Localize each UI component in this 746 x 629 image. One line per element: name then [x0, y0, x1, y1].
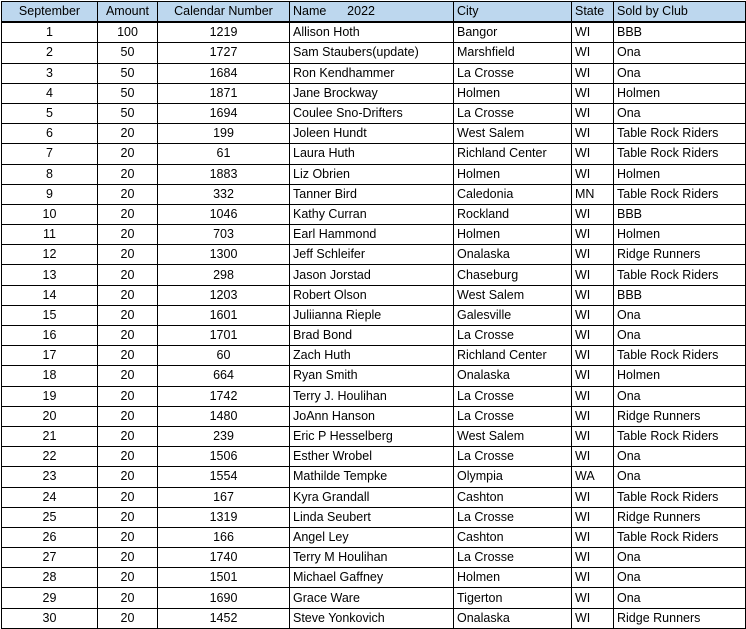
september-cell: 15 [2, 305, 98, 325]
name-cell: Joleen Hundt [290, 124, 454, 144]
calendar-number-cell: 703 [158, 225, 290, 245]
state-cell: WI [572, 568, 614, 588]
state-cell: WI [572, 245, 614, 265]
state-cell: WI [572, 103, 614, 123]
state-cell: WI [572, 608, 614, 628]
state-cell: WI [572, 366, 614, 386]
september-cell: 10 [2, 204, 98, 224]
table-row [2, 366, 746, 386]
amount-cell: 50 [98, 83, 158, 103]
amount-cell: 20 [98, 447, 158, 467]
name-cell: Angel Ley [290, 527, 454, 547]
september-cell: 7 [2, 144, 98, 164]
club-cell: BBB [614, 204, 746, 224]
september-cell: 2 [2, 43, 98, 63]
table-row [2, 447, 746, 467]
table-row [2, 144, 746, 164]
name-cell: Allison Hoth [290, 22, 454, 43]
calendar-number-cell: 1740 [158, 548, 290, 568]
september-cell: 27 [2, 548, 98, 568]
name-cell: Liz Obrien [290, 164, 454, 184]
name-cell: Kathy Curran [290, 204, 454, 224]
table-row [2, 265, 746, 285]
name-cell: Jane Brockway [290, 83, 454, 103]
city-cell: La Crosse [454, 326, 572, 346]
calendar-number-cell: 1554 [158, 467, 290, 487]
state-cell: WI [572, 507, 614, 527]
table-row [2, 406, 746, 426]
state-cell: WI [572, 386, 614, 406]
city-cell: Onalaska [454, 245, 572, 265]
name-cell: Mathilde Tempke [290, 467, 454, 487]
table-row [2, 225, 746, 245]
calendar-number-cell: 1046 [158, 204, 290, 224]
club-cell: Holmen [614, 366, 746, 386]
city-cell: Chaseburg [454, 265, 572, 285]
amount-cell: 20 [98, 326, 158, 346]
amount-cell: 20 [98, 184, 158, 204]
calendar-number-cell: 1701 [158, 326, 290, 346]
city-cell: West Salem [454, 426, 572, 446]
name-cell: Linda Seubert [290, 507, 454, 527]
amount-cell: 20 [98, 588, 158, 608]
amount-cell: 20 [98, 285, 158, 305]
table-row [2, 487, 746, 507]
september-cell: 9 [2, 184, 98, 204]
state-cell: WI [572, 406, 614, 426]
table-row [2, 467, 746, 487]
amount-cell: 20 [98, 305, 158, 325]
city-cell: La Crosse [454, 103, 572, 123]
state-cell: WI [572, 426, 614, 446]
header-row [2, 2, 746, 23]
september-cell: 1 [2, 22, 98, 43]
calendar-number-cell: 1506 [158, 447, 290, 467]
club-cell: Ridge Runners [614, 406, 746, 426]
september-cell: 17 [2, 346, 98, 366]
name-cell: Ron Kendhammer [290, 63, 454, 83]
name-cell: Jeff Schleifer [290, 245, 454, 265]
september-cell: 5 [2, 103, 98, 123]
city-cell: Onalaska [454, 366, 572, 386]
club-cell: Table Rock Riders [614, 426, 746, 446]
amount-cell: 20 [98, 204, 158, 224]
name-cell: Kyra Grandall [290, 487, 454, 507]
amount-cell: 20 [98, 426, 158, 446]
calendar-number-cell: 1601 [158, 305, 290, 325]
name-cell: Zach Huth [290, 346, 454, 366]
name-cell: Brad Bond [290, 326, 454, 346]
table-row [2, 103, 746, 123]
calendar-number-cell: 1480 [158, 406, 290, 426]
september-cell: 6 [2, 124, 98, 144]
calendar-number-cell: 199 [158, 124, 290, 144]
amount-cell: 20 [98, 346, 158, 366]
september-cell: 14 [2, 285, 98, 305]
september-cell: 19 [2, 386, 98, 406]
calendar-number-cell: 239 [158, 426, 290, 446]
september-cell: 13 [2, 265, 98, 285]
calendar-number-cell: 1319 [158, 507, 290, 527]
amount-cell: 20 [98, 144, 158, 164]
city-cell: Galesville [454, 305, 572, 325]
club-cell: Table Rock Riders [614, 144, 746, 164]
city-cell: Onalaska [454, 608, 572, 628]
september-cell: 11 [2, 225, 98, 245]
city-cell: La Crosse [454, 386, 572, 406]
amount-cell: 20 [98, 366, 158, 386]
city-cell: La Crosse [454, 406, 572, 426]
club-cell: Ona [614, 43, 746, 63]
club-cell: Ona [614, 326, 746, 346]
amount-cell: 50 [98, 43, 158, 63]
table-row [2, 204, 746, 224]
city-cell: West Salem [454, 285, 572, 305]
table-row [2, 346, 746, 366]
table-row [2, 22, 746, 43]
table-row [2, 305, 746, 325]
name-cell: Ryan Smith [290, 366, 454, 386]
september-cell: 23 [2, 467, 98, 487]
city-cell: Cashton [454, 487, 572, 507]
state-cell: WI [572, 265, 614, 285]
state-cell: WI [572, 588, 614, 608]
header-sold-by-club: Sold by Club [614, 2, 746, 23]
table-body [2, 22, 746, 628]
club-cell: Table Rock Riders [614, 346, 746, 366]
state-cell: WI [572, 346, 614, 366]
amount-cell: 20 [98, 265, 158, 285]
city-cell: Holmen [454, 164, 572, 184]
calendar-number-cell: 1684 [158, 63, 290, 83]
calendar-number-cell: 1300 [158, 245, 290, 265]
table-row [2, 184, 746, 204]
state-cell: WI [572, 326, 614, 346]
september-cell: 24 [2, 487, 98, 507]
header-state: State [572, 2, 614, 23]
table-row [2, 83, 746, 103]
amount-cell: 20 [98, 507, 158, 527]
club-cell: Holmen [614, 225, 746, 245]
club-cell: Holmen [614, 164, 746, 184]
name-cell: Sam Staubers(update) [290, 43, 454, 63]
state-cell: WI [572, 83, 614, 103]
september-cell: 12 [2, 245, 98, 265]
calendar-number-cell: 1727 [158, 43, 290, 63]
header-name: Name 2022 [290, 2, 454, 23]
city-cell: Holmen [454, 568, 572, 588]
calendar-number-cell: 1883 [158, 164, 290, 184]
amount-cell: 20 [98, 608, 158, 628]
table-row [2, 548, 746, 568]
state-cell: WI [572, 447, 614, 467]
club-cell: BBB [614, 285, 746, 305]
september-cell: 4 [2, 83, 98, 103]
amount-cell: 50 [98, 63, 158, 83]
state-cell: WI [572, 225, 614, 245]
name-cell: Jason Jorstad [290, 265, 454, 285]
state-cell: WI [572, 63, 614, 83]
september-cell: 28 [2, 568, 98, 588]
club-cell: Ona [614, 568, 746, 588]
state-cell: WI [572, 124, 614, 144]
calendar-winners-table [1, 1, 746, 629]
table-row [2, 426, 746, 446]
table-row [2, 527, 746, 547]
table-row [2, 245, 746, 265]
amount-cell: 20 [98, 164, 158, 184]
calendar-number-cell: 298 [158, 265, 290, 285]
header-city: City [454, 2, 572, 23]
table-row [2, 124, 746, 144]
club-cell: Ridge Runners [614, 507, 746, 527]
header-amount: Amount [98, 2, 158, 23]
city-cell: Richland Center [454, 144, 572, 164]
amount-cell: 20 [98, 245, 158, 265]
name-cell: Robert Olson [290, 285, 454, 305]
state-cell: WI [572, 487, 614, 507]
calendar-number-cell: 1219 [158, 22, 290, 43]
name-cell: JoAnn Hanson [290, 406, 454, 426]
state-cell: WI [572, 22, 614, 43]
september-cell: 22 [2, 447, 98, 467]
september-cell: 30 [2, 608, 98, 628]
state-cell: WI [572, 285, 614, 305]
name-cell: Coulee Sno-Drifters [290, 103, 454, 123]
september-cell: 16 [2, 326, 98, 346]
state-cell: WI [572, 164, 614, 184]
club-cell: Ona [614, 467, 746, 487]
september-cell: 21 [2, 426, 98, 446]
state-cell: WI [572, 305, 614, 325]
city-cell: Cashton [454, 527, 572, 547]
club-cell: Table Rock Riders [614, 184, 746, 204]
city-cell: Olympia [454, 467, 572, 487]
state-cell: WI [572, 527, 614, 547]
table-row [2, 164, 746, 184]
city-cell: Caledonia [454, 184, 572, 204]
state-cell: WI [572, 204, 614, 224]
club-cell: Ona [614, 386, 746, 406]
city-cell: Rockland [454, 204, 572, 224]
amount-cell: 20 [98, 527, 158, 547]
calendar-number-cell: 1452 [158, 608, 290, 628]
table-row [2, 43, 746, 63]
name-cell: Michael Gaffney [290, 568, 454, 588]
state-cell: WI [572, 548, 614, 568]
calendar-number-cell: 1871 [158, 83, 290, 103]
club-cell: Table Rock Riders [614, 265, 746, 285]
calendar-number-cell: 1694 [158, 103, 290, 123]
september-cell: 18 [2, 366, 98, 386]
city-cell: West Salem [454, 124, 572, 144]
state-cell: WA [572, 467, 614, 487]
club-cell: Ridge Runners [614, 608, 746, 628]
calendar-number-cell: 1690 [158, 588, 290, 608]
september-cell: 25 [2, 507, 98, 527]
club-cell: BBB [614, 22, 746, 43]
name-cell: Terry J. Houlihan [290, 386, 454, 406]
name-cell: Laura Huth [290, 144, 454, 164]
amount-cell: 20 [98, 225, 158, 245]
september-cell: 20 [2, 406, 98, 426]
amount-cell: 20 [98, 487, 158, 507]
club-cell: Table Rock Riders [614, 487, 746, 507]
city-cell: Tigerton [454, 588, 572, 608]
club-cell: Ridge Runners [614, 245, 746, 265]
city-cell: La Crosse [454, 447, 572, 467]
club-cell: Table Rock Riders [614, 527, 746, 547]
table-row [2, 507, 746, 527]
club-cell: Holmen [614, 83, 746, 103]
calendar-number-cell: 167 [158, 487, 290, 507]
table-header [2, 2, 746, 23]
club-cell: Ona [614, 548, 746, 568]
table-row [2, 588, 746, 608]
calendar-number-cell: 664 [158, 366, 290, 386]
city-cell: La Crosse [454, 548, 572, 568]
september-cell: 26 [2, 527, 98, 547]
name-cell: Terry M Houlihan [290, 548, 454, 568]
table-row [2, 608, 746, 628]
name-cell: Tanner Bird [290, 184, 454, 204]
state-cell: WI [572, 144, 614, 164]
city-cell: Bangor [454, 22, 572, 43]
amount-cell: 20 [98, 467, 158, 487]
amount-cell: 20 [98, 548, 158, 568]
city-cell: La Crosse [454, 63, 572, 83]
name-cell: Grace Ware [290, 588, 454, 608]
name-cell: Esther Wrobel [290, 447, 454, 467]
city-cell: La Crosse [454, 507, 572, 527]
club-cell: Table Rock Riders [614, 124, 746, 144]
amount-cell: 20 [98, 386, 158, 406]
calendar-number-cell: 332 [158, 184, 290, 204]
table-row [2, 63, 746, 83]
club-cell: Ona [614, 588, 746, 608]
club-cell: Ona [614, 305, 746, 325]
calendar-number-cell: 1501 [158, 568, 290, 588]
table-row [2, 568, 746, 588]
name-cell: Earl Hammond [290, 225, 454, 245]
calendar-number-cell: 1742 [158, 386, 290, 406]
calendar-number-cell: 166 [158, 527, 290, 547]
city-cell: Richland Center [454, 346, 572, 366]
calendar-number-cell: 60 [158, 346, 290, 366]
state-cell: MN [572, 184, 614, 204]
header-calendar-number: Calendar Number [158, 2, 290, 23]
amount-cell: 20 [98, 124, 158, 144]
table-row [2, 386, 746, 406]
september-cell: 3 [2, 63, 98, 83]
city-cell: Holmen [454, 225, 572, 245]
name-cell: Juliianna Rieple [290, 305, 454, 325]
table-row [2, 285, 746, 305]
september-cell: 29 [2, 588, 98, 608]
amount-cell: 20 [98, 568, 158, 588]
amount-cell: 50 [98, 103, 158, 123]
club-cell: Ona [614, 447, 746, 467]
amount-cell: 20 [98, 406, 158, 426]
header-september: September [2, 2, 98, 23]
calendar-number-cell: 1203 [158, 285, 290, 305]
club-cell: Ona [614, 63, 746, 83]
name-cell: Eric P Hesselberg [290, 426, 454, 446]
september-cell: 8 [2, 164, 98, 184]
name-cell: Steve Yonkovich [290, 608, 454, 628]
club-cell: Ona [614, 103, 746, 123]
amount-cell: 100 [98, 22, 158, 43]
city-cell: Holmen [454, 83, 572, 103]
state-cell: WI [572, 43, 614, 63]
city-cell: Marshfield [454, 43, 572, 63]
calendar-number-cell: 61 [158, 144, 290, 164]
table-row [2, 326, 746, 346]
